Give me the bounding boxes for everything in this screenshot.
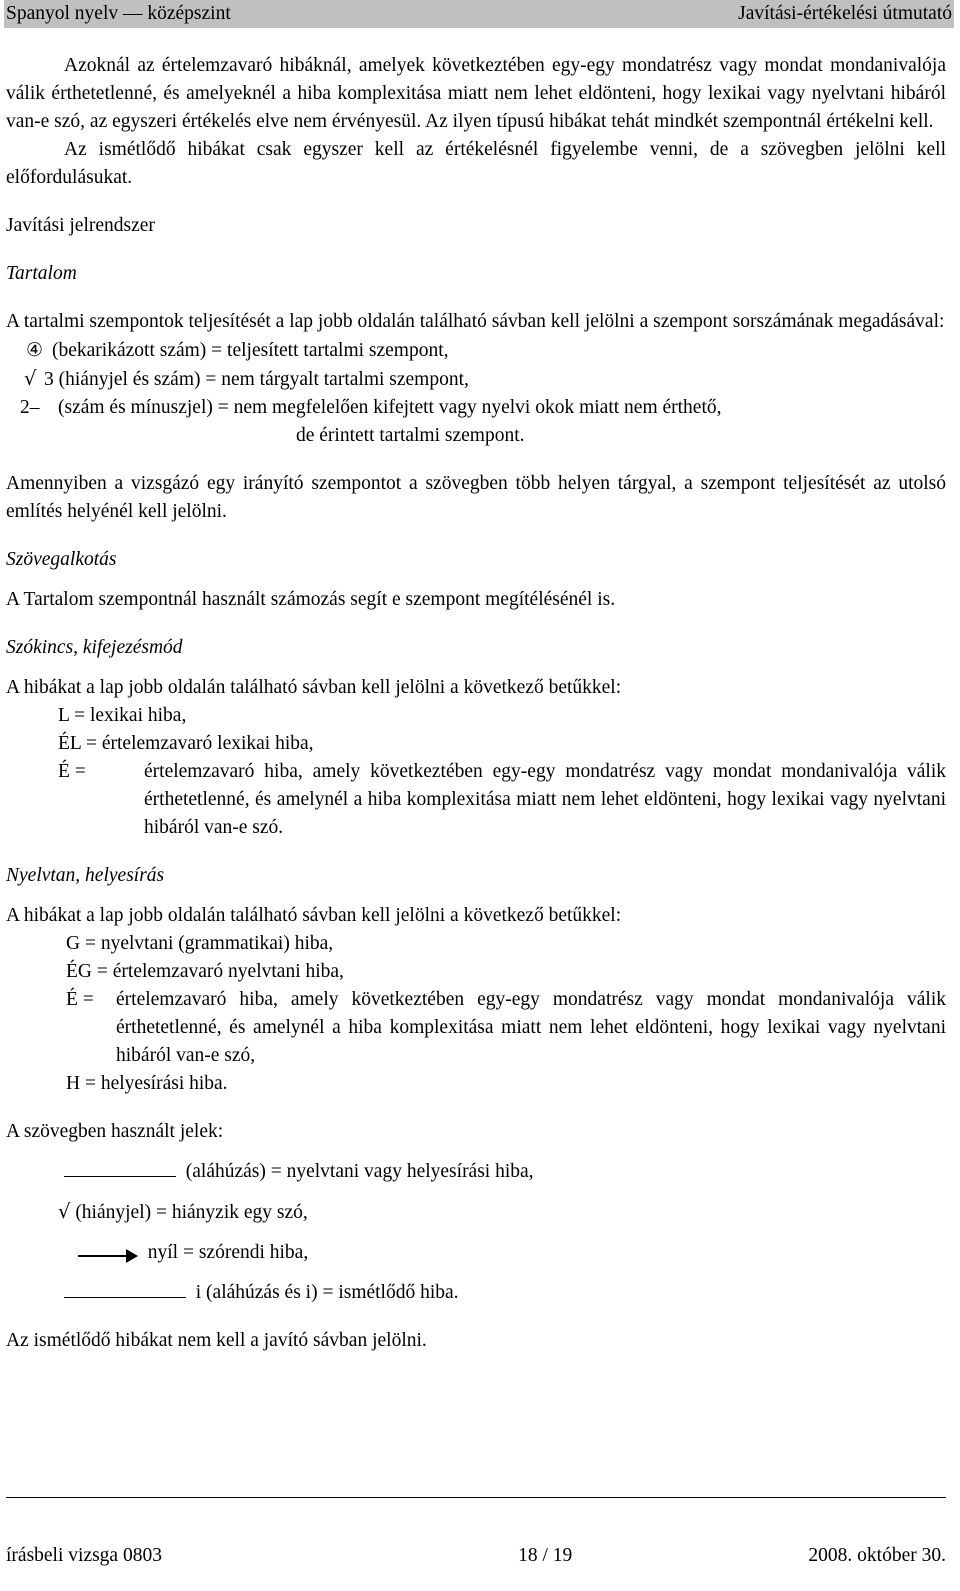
page-footer (6, 1542, 946, 1570)
list-item: É = értelemzavaró hiba, amely következtében egy-egy mondatrész vagy mondat mondanivalója válik érthetetlenné, és amelynél a hiba komplexitása miatt nem lehet eldönteni, hogy lexikai vagy nyelvtani hibáról van-e szó. (58, 761, 946, 838)
tartalom-note: Amennyiben a vizsgázó egy irányító szempontot a szövegben több helyen tárgyal, a szempont teljesítését az utolsó említés helyénél kell jelölni. (6, 473, 946, 522)
closing-note: Az ismétlődő hibákat nem kell a javító sávban jelölni. (6, 1330, 427, 1351)
list-item: L = lexikai hiba, (58, 705, 187, 726)
szokincs-heading: Szókincs, kifejezésmód (6, 637, 183, 658)
page-header (4, 0, 954, 28)
jelek-underline-row: (aláhúzás) = nyelvtani vagy helyesírási hiba, (6, 1158, 946, 1186)
footer-divider (6, 1497, 946, 1498)
caret-check-icon: √ (24, 367, 37, 390)
nyelvtan-list (6, 930, 946, 1098)
intro-paragraph-2: Az ismétlődő hibákat csak egyszer kell az értékelésnél figyelembe venni, de a szövegben jelölni kell előfordulásukat. (6, 139, 946, 188)
tartalom-item-3-cont: de érintett tartalmi szempont. (296, 425, 525, 446)
szovegalkotas-text: A Tartalom szempontnál használt számozás segít e szempont megítélésénél is. (6, 589, 616, 610)
szokincs-list (6, 702, 946, 842)
header-doc-type: Javítási-értékelési útmutató (738, 3, 952, 24)
tartalom-intro: A tartalmi szempontok teljesítését a lap jobb oldalán található sávban kell jelölni a szempont sorszámának megadásával: (6, 311, 945, 332)
jelek-caret-row: √ (hiányjel) = hiányzik egy szó, (58, 1200, 308, 1223)
tartalom-item-1: ④ (bekarikázott szám) = teljesített tartalmi szempont, (6, 336, 946, 365)
tartalom-heading: Tartalom (6, 263, 77, 284)
list-item: G = nyelvtani (grammatikai) hiba, (66, 933, 334, 954)
caret-icon: √ (58, 1200, 71, 1223)
list-item: H = helyesírási hiba. (66, 1073, 228, 1094)
underline-symbol-icon (64, 1279, 186, 1298)
jelek-repeat-row: i (aláhúzás és i) = ismétlődő hiba. (6, 1279, 946, 1307)
circled-number-icon: ④ (26, 339, 44, 361)
szokincs-intro: A hibákat a lap jobb oldalán található sávban kell jelölni a következő betűkkel: (6, 677, 622, 698)
footer-date: 2008. október 30. (808, 1545, 946, 1566)
jelek-arrow-row: nyíl = szórendi hiba, (6, 1239, 946, 1267)
szovegalkotas-heading: Szövegalkotás (6, 549, 117, 570)
tartalom-item-2: √ 3 (hiányjel és szám) = nem tárgyalt tartalmi szempont, (6, 365, 946, 394)
section-title: Javítási jelrendszer (6, 215, 155, 236)
nyelvtan-intro: A hibákat a lap jobb oldalán található sávban kell jelölni a következő betűkkel: (6, 905, 622, 926)
underline-symbol-icon (64, 1158, 176, 1177)
header-subject: Spanyol nyelv — középszint (6, 3, 231, 24)
tartalom-item-3: 2– (szám és mínuszjel) = nem megfelelően kifejtett vagy nyelvi okok miatt nem érthető, (6, 394, 946, 422)
footer-exam-code: írásbeli vizsga 0803 (6, 1545, 162, 1566)
list-item: ÉG = értelemzavaró nyelvtani hiba, (66, 961, 344, 982)
footer-page-number: 18 / 19 (518, 1545, 573, 1566)
jelek-heading: A szövegben használt jelek: (6, 1121, 224, 1142)
list-item: É = értelemzavaró hiba, amely következtében egy-egy mondatrész vagy mondat mondanivalója válik érthetetlenné, és amelynél a hiba komplexitása miatt nem lehet eldönteni, hogy lexikai vagy nyelvtani hibáról van-e szó, (66, 989, 946, 1066)
arrow-right-icon (78, 1244, 138, 1264)
page-content (6, 52, 946, 1355)
intro-paragraph-1: Azoknál az értelemzavaró hibáknál, amelyek következtében egy-egy mondatrész vagy mondat mondanivalója válik érthetetlenné, és amelyeknél a hiba komplexitása miatt nem lehet eldönteni, hogy lexikai vagy nyelvtani hibáról van-e szó, az egyszeri értékelés elve nem érvényesül. Az ilyen típusú hibákat tehát mindkét szempontnál értékelni kell. (6, 55, 946, 132)
list-item: ÉL = értelemzavaró lexikai hiba, (58, 733, 314, 754)
number-minus-marker: 2– (20, 397, 40, 418)
nyelvtan-heading: Nyelvtan, helyesírás (6, 865, 165, 886)
